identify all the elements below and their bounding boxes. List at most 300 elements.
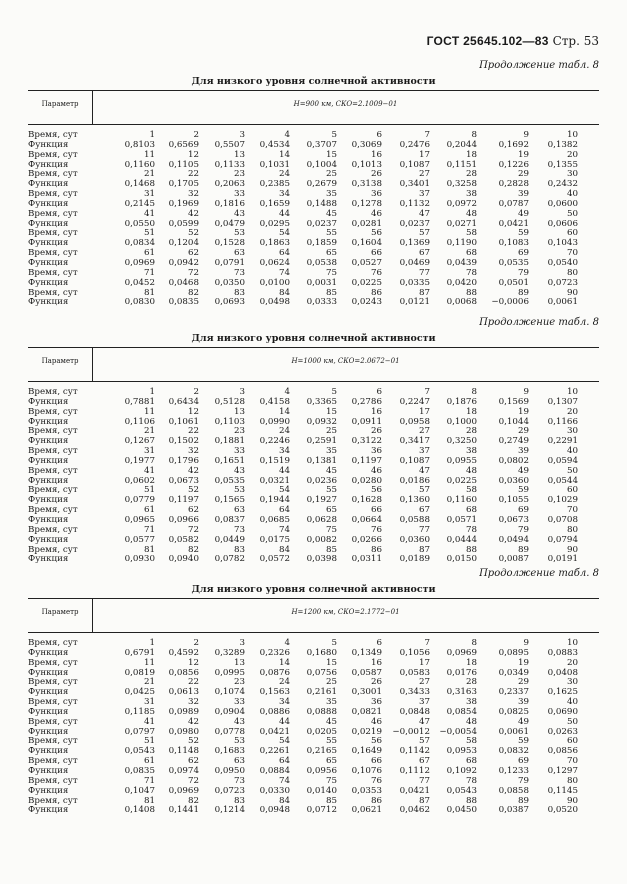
table-cell: 0,1649: [351, 746, 382, 757]
table-cell: 26: [370, 426, 382, 437]
row-label: Время, сут: [28, 485, 78, 496]
table-cell: 0,1563: [259, 687, 290, 698]
table-cell: 0,2476: [399, 139, 430, 150]
table-cell: 0,1133: [214, 159, 245, 170]
table-cell: 0,0479: [214, 218, 245, 229]
table-cell: 0,1683: [214, 746, 245, 757]
row-label: Функция: [28, 416, 69, 427]
table-cell: 21: [143, 169, 155, 180]
table-cell: 67: [418, 248, 430, 259]
table-cell: 55: [325, 736, 337, 747]
table-cell: 25: [325, 426, 337, 437]
table-cell: 63: [233, 248, 245, 259]
table-cell: 0,1659: [259, 198, 290, 209]
table-cell: 0,1044: [498, 416, 529, 427]
table-cell: 0,1013: [351, 159, 382, 170]
table-cell: 0,0972: [446, 198, 477, 209]
table-cell: 75: [325, 524, 337, 535]
table-cell: 0,1029: [547, 495, 578, 506]
table-cell: 84: [278, 795, 290, 806]
table-cell: 0,0664: [351, 514, 382, 525]
table-cell: 0,0087: [498, 554, 529, 565]
table-cell: 0,1569: [498, 396, 529, 407]
table-cell: 0,8103: [124, 139, 155, 150]
table-cell: 2: [193, 638, 199, 648]
parameter-value: H=1000 км, СКО=2.0672−01: [291, 357, 400, 365]
row-label: Время, сут: [28, 775, 78, 786]
table-cell: 86: [370, 795, 382, 806]
table-cell: 73: [233, 775, 245, 786]
row-label: Время, сут: [28, 267, 78, 278]
table-cell: 0,1190: [446, 238, 477, 249]
table-cell: 79: [517, 775, 529, 786]
table-cell: 4: [284, 638, 290, 648]
table-cell: 0,0387: [498, 805, 529, 816]
table-cell: 57: [418, 228, 430, 239]
table-cell: 36: [370, 446, 382, 457]
table-cell: 70: [566, 248, 578, 259]
row-label: Функция: [28, 297, 69, 308]
table-cell: 0,0974: [168, 765, 199, 776]
parameter-value: H=900 км, СКО=2.1009−01: [293, 100, 398, 108]
table-cell: 0,1796: [168, 455, 199, 466]
table-cell: 0,2145: [124, 198, 155, 209]
table-cell: 0,0955: [446, 455, 477, 466]
table-cell: 67: [418, 505, 430, 516]
row-label: Функция: [28, 396, 69, 407]
table-cell: 0,0408: [547, 667, 578, 678]
table-cell: 0,0895: [498, 647, 529, 658]
table-cell: 6: [376, 638, 382, 648]
table-cell: 54: [278, 736, 290, 747]
table-cell: 0,0280: [351, 475, 382, 486]
table-cell: 0,1408: [124, 805, 155, 816]
table-cell: 0,0311: [351, 554, 382, 565]
table-cell: 89: [517, 544, 529, 555]
table-cell: 0,2749: [498, 436, 529, 447]
table-cell: 0,0886: [259, 706, 290, 717]
table-cell: 33: [233, 446, 245, 457]
table-cell: 2: [193, 130, 199, 140]
table-cell: −0,0006: [491, 297, 529, 308]
table-cell: 0,0966: [168, 514, 199, 525]
row-label: Время, сут: [28, 248, 78, 259]
table-cell: 90: [566, 287, 578, 298]
table-cell: 0,0243: [351, 297, 382, 308]
table-cell: 0,0628: [306, 514, 337, 525]
row-label: Функция: [28, 179, 69, 190]
table-cell: 0,0421: [259, 726, 290, 737]
table-cell: 12: [187, 149, 199, 160]
table-cell: 0,1349: [351, 647, 382, 658]
table-row: [0, 200, 627, 210]
table-cell: 0,2828: [498, 179, 529, 190]
table-cell: 0,2161: [306, 687, 337, 698]
table-cell: 48: [465, 465, 477, 476]
table-cell: 22: [187, 426, 199, 437]
table-cell: 80: [566, 267, 578, 278]
row-label: Функция: [28, 436, 69, 447]
table-cell: 0,2326: [259, 647, 290, 658]
table-cell: 0,2337: [498, 687, 529, 698]
table-cell: 42: [187, 465, 199, 476]
row-label: Время, сут: [28, 505, 78, 516]
table-cell: 12: [187, 406, 199, 417]
table-cell: 0,0501: [498, 277, 529, 288]
table-cell: 0,0520: [547, 805, 578, 816]
row-label: Время, сут: [28, 677, 78, 688]
table-cell: 54: [278, 228, 290, 239]
table-cell: 0,0121: [399, 297, 430, 308]
table-cell: 0,0219: [351, 726, 382, 737]
parameter-label: Параметр: [41, 357, 79, 365]
table-row: [0, 767, 627, 777]
table-cell: 0,0321: [259, 475, 290, 486]
table-cell: 10: [566, 638, 578, 648]
table-cell: 0,0439: [446, 257, 477, 268]
table-cell: 64: [278, 248, 290, 259]
row-label: Функция: [28, 726, 69, 737]
table-cell: 0,0450: [446, 805, 477, 816]
table-cell: 82: [187, 795, 199, 806]
table-cell: 11: [143, 657, 155, 668]
table-cell: 69: [517, 505, 529, 516]
table-row: [0, 398, 627, 408]
table-cell: 60: [566, 736, 578, 747]
table-cell: 41: [143, 716, 155, 727]
table-cell: 0,0624: [259, 257, 290, 268]
table-cell: 50: [566, 465, 578, 476]
table-cell: 0,0835: [124, 765, 155, 776]
table-cell: 0,0527: [351, 257, 382, 268]
table-cell: 38: [465, 189, 477, 200]
table-cell: 0,0494: [498, 534, 529, 545]
table-cell: 9: [523, 387, 529, 397]
table-cell: 25: [325, 169, 337, 180]
continuation-note: Продолжение табл. 8: [479, 317, 599, 328]
table-cell: 34: [278, 697, 290, 708]
table-cell: 66: [370, 756, 382, 767]
table-cell: 0,0969: [446, 647, 477, 658]
table-cell: 0,1881: [214, 436, 245, 447]
table-cell: 0,1944: [259, 495, 290, 506]
table-cell: 66: [370, 248, 382, 259]
table-cell: 0,1083: [498, 238, 529, 249]
row-label: Время, сут: [28, 287, 78, 298]
table-cell: 0,0835: [168, 297, 199, 308]
table-cell: 0,1004: [306, 159, 337, 170]
table-cell: 84: [278, 544, 290, 555]
table-cell: 0,6434: [168, 396, 199, 407]
table-cell: 13: [233, 657, 245, 668]
table-cell: 53: [233, 736, 245, 747]
table-cell: 0,1355: [547, 159, 578, 170]
row-label: Время, сут: [28, 208, 78, 219]
table-cell: 0,0535: [214, 475, 245, 486]
table-cell: 0,0582: [168, 534, 199, 545]
row-label: Время, сут: [28, 524, 78, 535]
table-cell: 5: [331, 387, 337, 397]
table-cell: 28: [465, 426, 477, 437]
table-cell: 0,0420: [446, 277, 477, 288]
table-cell: 18: [465, 406, 477, 417]
table-cell: 0,0295: [259, 218, 290, 229]
table-cell: 18: [465, 657, 477, 668]
table-cell: 0,0263: [547, 726, 578, 737]
table-cell: 71: [143, 267, 155, 278]
table-cell: 20: [566, 657, 578, 668]
table-cell: 78: [465, 775, 477, 786]
table-cell: 0,0904: [214, 706, 245, 717]
table-cell: 0,1488: [306, 198, 337, 209]
table-cell: 29: [517, 426, 529, 437]
row-label: Время, сут: [28, 406, 78, 417]
table-cell: 0,0538: [306, 257, 337, 268]
table-row: [0, 649, 627, 659]
table-cell: 7: [424, 130, 430, 140]
table-cell: 0,1142: [399, 746, 430, 757]
table-cell: 32: [187, 189, 199, 200]
table-cell: 0,1226: [498, 159, 529, 170]
table-cell: 0,0498: [259, 297, 290, 308]
table-cell: 86: [370, 544, 382, 555]
table-cell: 0,0061: [498, 726, 529, 737]
table-row: [0, 220, 627, 230]
table-cell: 0,0782: [214, 554, 245, 565]
table-cell: 0,3417: [399, 436, 430, 447]
table-cell: 12: [187, 657, 199, 668]
table-cell: 0,0398: [306, 554, 337, 565]
table-cell: 2: [193, 387, 199, 397]
table-cell: 0,3289: [214, 647, 245, 658]
table-cell: 56: [370, 485, 382, 496]
table-cell: 0,0930: [124, 554, 155, 565]
table-cell: 0,0858: [498, 785, 529, 796]
table-cell: 76: [370, 524, 382, 535]
table-cell: 0,0832: [498, 746, 529, 757]
table-cell: 57: [418, 736, 430, 747]
table-cell: 46: [370, 716, 382, 727]
row-label: Время, сут: [28, 169, 78, 180]
table-cell: 44: [278, 465, 290, 476]
table-cell: 0,0837: [214, 514, 245, 525]
table-cell: 0,0980: [168, 726, 199, 737]
table-cell: 24: [278, 169, 290, 180]
table-cell: 0,0940: [168, 554, 199, 565]
table-top-rule: [28, 598, 599, 599]
table-cell: 90: [566, 795, 578, 806]
table-cell: 0,1519: [259, 455, 290, 466]
table-cell: 81: [143, 287, 155, 298]
table-cell: 0,2385: [259, 179, 290, 190]
table-row: [0, 279, 627, 289]
table-cell: 0,0723: [547, 277, 578, 288]
table-cell: 0,1214: [214, 805, 245, 816]
table-cell: 0,1087: [399, 159, 430, 170]
section-title: Для низкого уровня солнечной активности: [191, 333, 436, 344]
table-cell: 39: [517, 446, 529, 457]
table-cell: 77: [418, 524, 430, 535]
table-cell: 14: [278, 149, 290, 160]
table-cell: 0,3433: [399, 687, 430, 698]
table-cell: 0,0990: [259, 416, 290, 427]
standard-code: ГОСТ 25645.102—83: [426, 34, 549, 48]
table-cell: 0,0948: [259, 805, 290, 816]
table-cell: 0,5507: [214, 139, 245, 150]
table-cell: 0,3707: [306, 139, 337, 150]
table-cell: 30: [566, 677, 578, 688]
table-cell: 0,3001: [351, 687, 382, 698]
table-cell: 11: [143, 406, 155, 417]
table-cell: 0,6569: [168, 139, 199, 150]
table-cell: 75: [325, 775, 337, 786]
table-cell: 25: [325, 677, 337, 688]
table-cell: 23: [233, 169, 245, 180]
table-cell: 63: [233, 756, 245, 767]
table-cell: 65: [325, 505, 337, 516]
table-cell: 62: [187, 756, 199, 767]
table-cell: 9: [523, 130, 529, 140]
table-row: [0, 787, 627, 797]
table-cell: 79: [517, 524, 529, 535]
row-label: Время, сут: [28, 697, 78, 708]
table-cell: 0,0350: [214, 277, 245, 288]
table-cell: 45: [325, 208, 337, 219]
table-cell: 87: [418, 795, 430, 806]
table-cell: 0,3250: [446, 436, 477, 447]
row-label: Функция: [28, 805, 69, 816]
row-label: Функция: [28, 475, 69, 486]
table-cell: 47: [418, 465, 430, 476]
table-cell: 6: [376, 387, 382, 397]
table-cell: 66: [370, 505, 382, 516]
table-cell: 51: [143, 228, 155, 239]
table-cell: 37: [418, 189, 430, 200]
row-label: Время, сут: [28, 716, 78, 727]
table-cell: 0,1859: [306, 238, 337, 249]
table-cell: 48: [465, 208, 477, 219]
table-cell: 45: [325, 716, 337, 727]
table-cell: 0,0360: [399, 534, 430, 545]
table-cell: 0,2247: [399, 396, 430, 407]
table-cell: 65: [325, 756, 337, 767]
table-cell: 40: [566, 697, 578, 708]
data-rows: [0, 388, 627, 565]
table-cell: 0,0225: [351, 277, 382, 288]
table-cell: 43: [233, 208, 245, 219]
header-bottom-rule: [28, 381, 599, 382]
table-cell: 0,1204: [168, 238, 199, 249]
table-cell: 0,0588: [399, 514, 430, 525]
table-cell: 0,1047: [124, 785, 155, 796]
table-cell: 0,1651: [214, 455, 245, 466]
table-cell: 0,1876: [446, 396, 477, 407]
table-cell: 0,0543: [124, 746, 155, 757]
table-cell: 79: [517, 267, 529, 278]
table-cell: 0,1148: [168, 746, 199, 757]
table-cell: 87: [418, 287, 430, 298]
row-label: Функция: [28, 647, 69, 658]
table-cell: 0,0452: [124, 277, 155, 288]
table-cell: 28: [465, 169, 477, 180]
table-cell: 5: [331, 638, 337, 648]
row-label: Функция: [28, 687, 69, 698]
table-cell: 49: [517, 716, 529, 727]
table-cell: 0,1604: [351, 238, 382, 249]
table-cell: 0,0989: [168, 706, 199, 717]
table-cell: 40: [566, 189, 578, 200]
table-cell: 0,3122: [351, 436, 382, 447]
table-cell: 28: [465, 677, 477, 688]
table-cell: 41: [143, 465, 155, 476]
table-cell: 1: [149, 638, 155, 648]
table-cell: 0,0778: [214, 726, 245, 737]
table-cell: 0,0965: [124, 514, 155, 525]
table-cell: 0,6791: [124, 647, 155, 658]
table-cell: 22: [187, 677, 199, 688]
table-cell: 56: [370, 228, 382, 239]
row-label: Функция: [28, 277, 69, 288]
row-label: Время, сут: [28, 426, 78, 437]
table-cell: 0,3138: [351, 179, 382, 190]
table-cell: 0,0723: [214, 785, 245, 796]
table-cell: 35: [325, 446, 337, 457]
table-row: [0, 669, 627, 679]
table-cell: 81: [143, 544, 155, 555]
table-cell: 0,1369: [399, 238, 430, 249]
table-row: [0, 708, 627, 718]
table-cell: 0,0237: [306, 218, 337, 229]
table-cell: 0,0068: [446, 297, 477, 308]
table-cell: 26: [370, 169, 382, 180]
table-cell: 34: [278, 446, 290, 457]
table-cell: 0,2044: [446, 139, 477, 150]
table-cell: 89: [517, 287, 529, 298]
table-cell: 80: [566, 775, 578, 786]
table-cell: 0,1267: [124, 436, 155, 447]
table-cell: 0,1145: [547, 785, 578, 796]
table-cell: 0,1381: [306, 455, 337, 466]
table-cell: 0,0673: [168, 475, 199, 486]
table-cell: 88: [465, 795, 477, 806]
table-row: [0, 477, 627, 487]
table-cell: 0,0191: [547, 554, 578, 565]
table-cell: 0,0884: [259, 765, 290, 776]
table-cell: 0,0685: [259, 514, 290, 525]
table-cell: 60: [566, 485, 578, 496]
row-label: Функция: [28, 198, 69, 209]
table-cell: 0,1087: [399, 455, 430, 466]
table-cell: 0,1055: [498, 495, 529, 506]
table-cell: 29: [517, 677, 529, 688]
table-cell: 37: [418, 446, 430, 457]
section-title: Для низкого уровня солнечной активности: [191, 76, 436, 87]
table-cell: 85: [325, 795, 337, 806]
row-label: Время, сут: [28, 130, 78, 140]
table-cell: 7: [424, 638, 430, 648]
table-cell: 0,1061: [168, 416, 199, 427]
table-cell: 48: [465, 716, 477, 727]
table-cell: 0,4158: [259, 396, 290, 407]
table-top-rule: [28, 90, 599, 91]
table-cell: 0,1628: [351, 495, 382, 506]
table-cell: 0,2679: [306, 179, 337, 190]
table-cell: 53: [233, 485, 245, 496]
table-cell: 0,0577: [124, 534, 155, 545]
table-cell: 0,0175: [259, 534, 290, 545]
table-cell: 74: [278, 267, 290, 278]
table-cell: 0,0583: [399, 667, 430, 678]
